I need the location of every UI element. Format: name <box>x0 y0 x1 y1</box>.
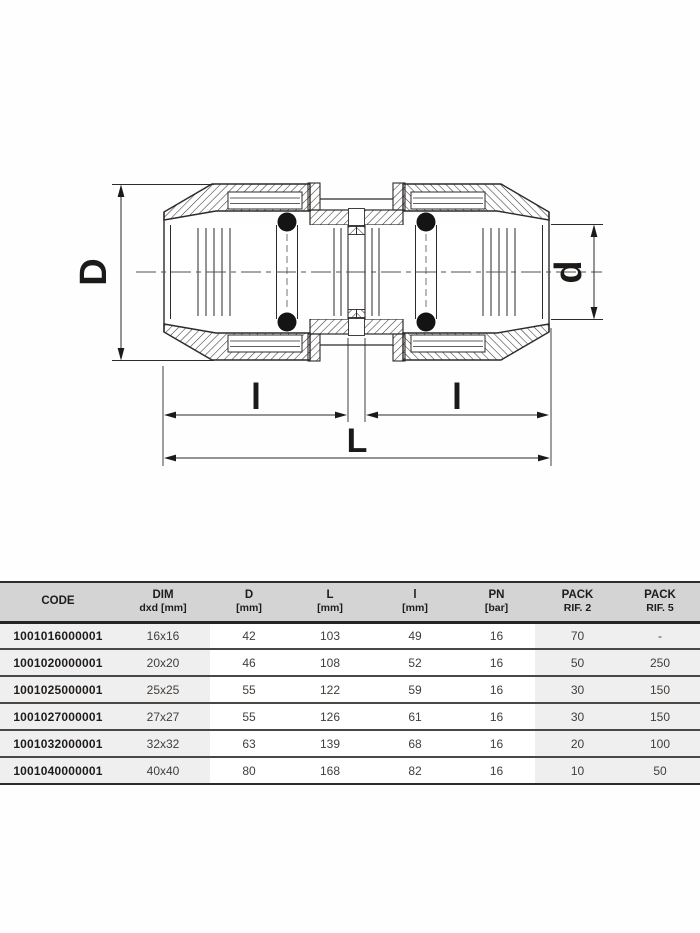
cell-pack2: 30 <box>535 676 620 703</box>
cell-pack5: 100 <box>620 730 700 757</box>
col-header-l: l [mm] <box>402 589 428 615</box>
dim-label-D: D <box>73 258 115 286</box>
table-row <box>0 622 700 649</box>
dim-label-l-right: l <box>451 376 463 417</box>
cell-D: 42 <box>242 628 256 643</box>
cell-PN: 16 <box>489 682 504 697</box>
cell-pack5: 250 <box>620 649 700 676</box>
table-row <box>0 649 700 676</box>
cell-pack2: 20 <box>535 730 620 757</box>
cell-PN: 16 <box>489 763 504 778</box>
cell-dim: 40x40 <box>116 757 210 784</box>
cell-code: 1001025000001 <box>0 676 116 703</box>
col-header-dim: DIM dxd [mm] <box>139 589 187 615</box>
col-header-code: CODE <box>41 595 75 608</box>
cell-PN: 16 <box>489 628 504 643</box>
cell-l: 52 <box>408 655 422 670</box>
cell-pack2: 10 <box>535 757 620 784</box>
cell-pack5: 150 <box>620 703 700 730</box>
cell-PN: 16 <box>489 709 504 724</box>
header-row <box>0 582 700 622</box>
table-row <box>0 703 700 730</box>
cell-L: 126 <box>319 709 341 724</box>
cell-l: 61 <box>408 709 422 724</box>
cell-pack5: - <box>620 622 700 649</box>
cell-D: 46 <box>242 655 256 670</box>
table-row <box>0 757 700 784</box>
cell-dim: 32x32 <box>116 730 210 757</box>
col-header-pack5: PACK RIF. 5 <box>644 589 676 615</box>
cell-D: 80 <box>242 763 256 778</box>
cell-dim: 27x27 <box>116 703 210 730</box>
cell-PN: 16 <box>489 736 504 751</box>
cell-code: 1001016000001 <box>0 622 116 649</box>
cell-L: 103 <box>319 628 341 643</box>
cell-code: 1001040000001 <box>0 757 116 784</box>
dim-label-l-left: l <box>250 376 262 417</box>
col-header-PN: PN [bar] <box>484 589 509 615</box>
table-row <box>0 730 700 757</box>
cell-L: 139 <box>319 736 341 751</box>
cell-D: 63 <box>242 736 256 751</box>
cell-D: 55 <box>242 682 256 697</box>
cell-pack2: 50 <box>535 649 620 676</box>
cell-l: 49 <box>408 628 422 643</box>
cell-l: 59 <box>408 682 422 697</box>
cell-pack2: 70 <box>535 622 620 649</box>
cell-code: 1001032000001 <box>0 730 116 757</box>
cell-code: 1001027000001 <box>0 703 116 730</box>
cell-dim: 20x20 <box>116 649 210 676</box>
col-header-L: L [mm] <box>317 589 343 615</box>
cell-L: 122 <box>319 682 341 697</box>
cell-D: 55 <box>242 709 256 724</box>
dim-label-L: L <box>346 422 368 460</box>
cell-pack5: 150 <box>620 676 700 703</box>
table-row <box>0 676 700 703</box>
dim-label-d: d <box>548 260 590 284</box>
cell-l: 68 <box>408 736 422 751</box>
cell-l: 82 <box>408 763 422 778</box>
cell-dim: 16x16 <box>116 622 210 649</box>
spec-table <box>0 581 700 785</box>
cell-dim: 25x25 <box>116 676 210 703</box>
cell-code: 1001020000001 <box>0 649 116 676</box>
cell-PN: 16 <box>489 655 504 670</box>
cell-L: 108 <box>319 655 341 670</box>
col-header-pack2: PACK RIF. 2 <box>561 589 594 615</box>
cell-pack5: 50 <box>620 757 700 784</box>
cell-L: 168 <box>319 763 341 778</box>
cell-pack2: 30 <box>535 703 620 730</box>
col-header-D: D [mm] <box>236 589 262 615</box>
